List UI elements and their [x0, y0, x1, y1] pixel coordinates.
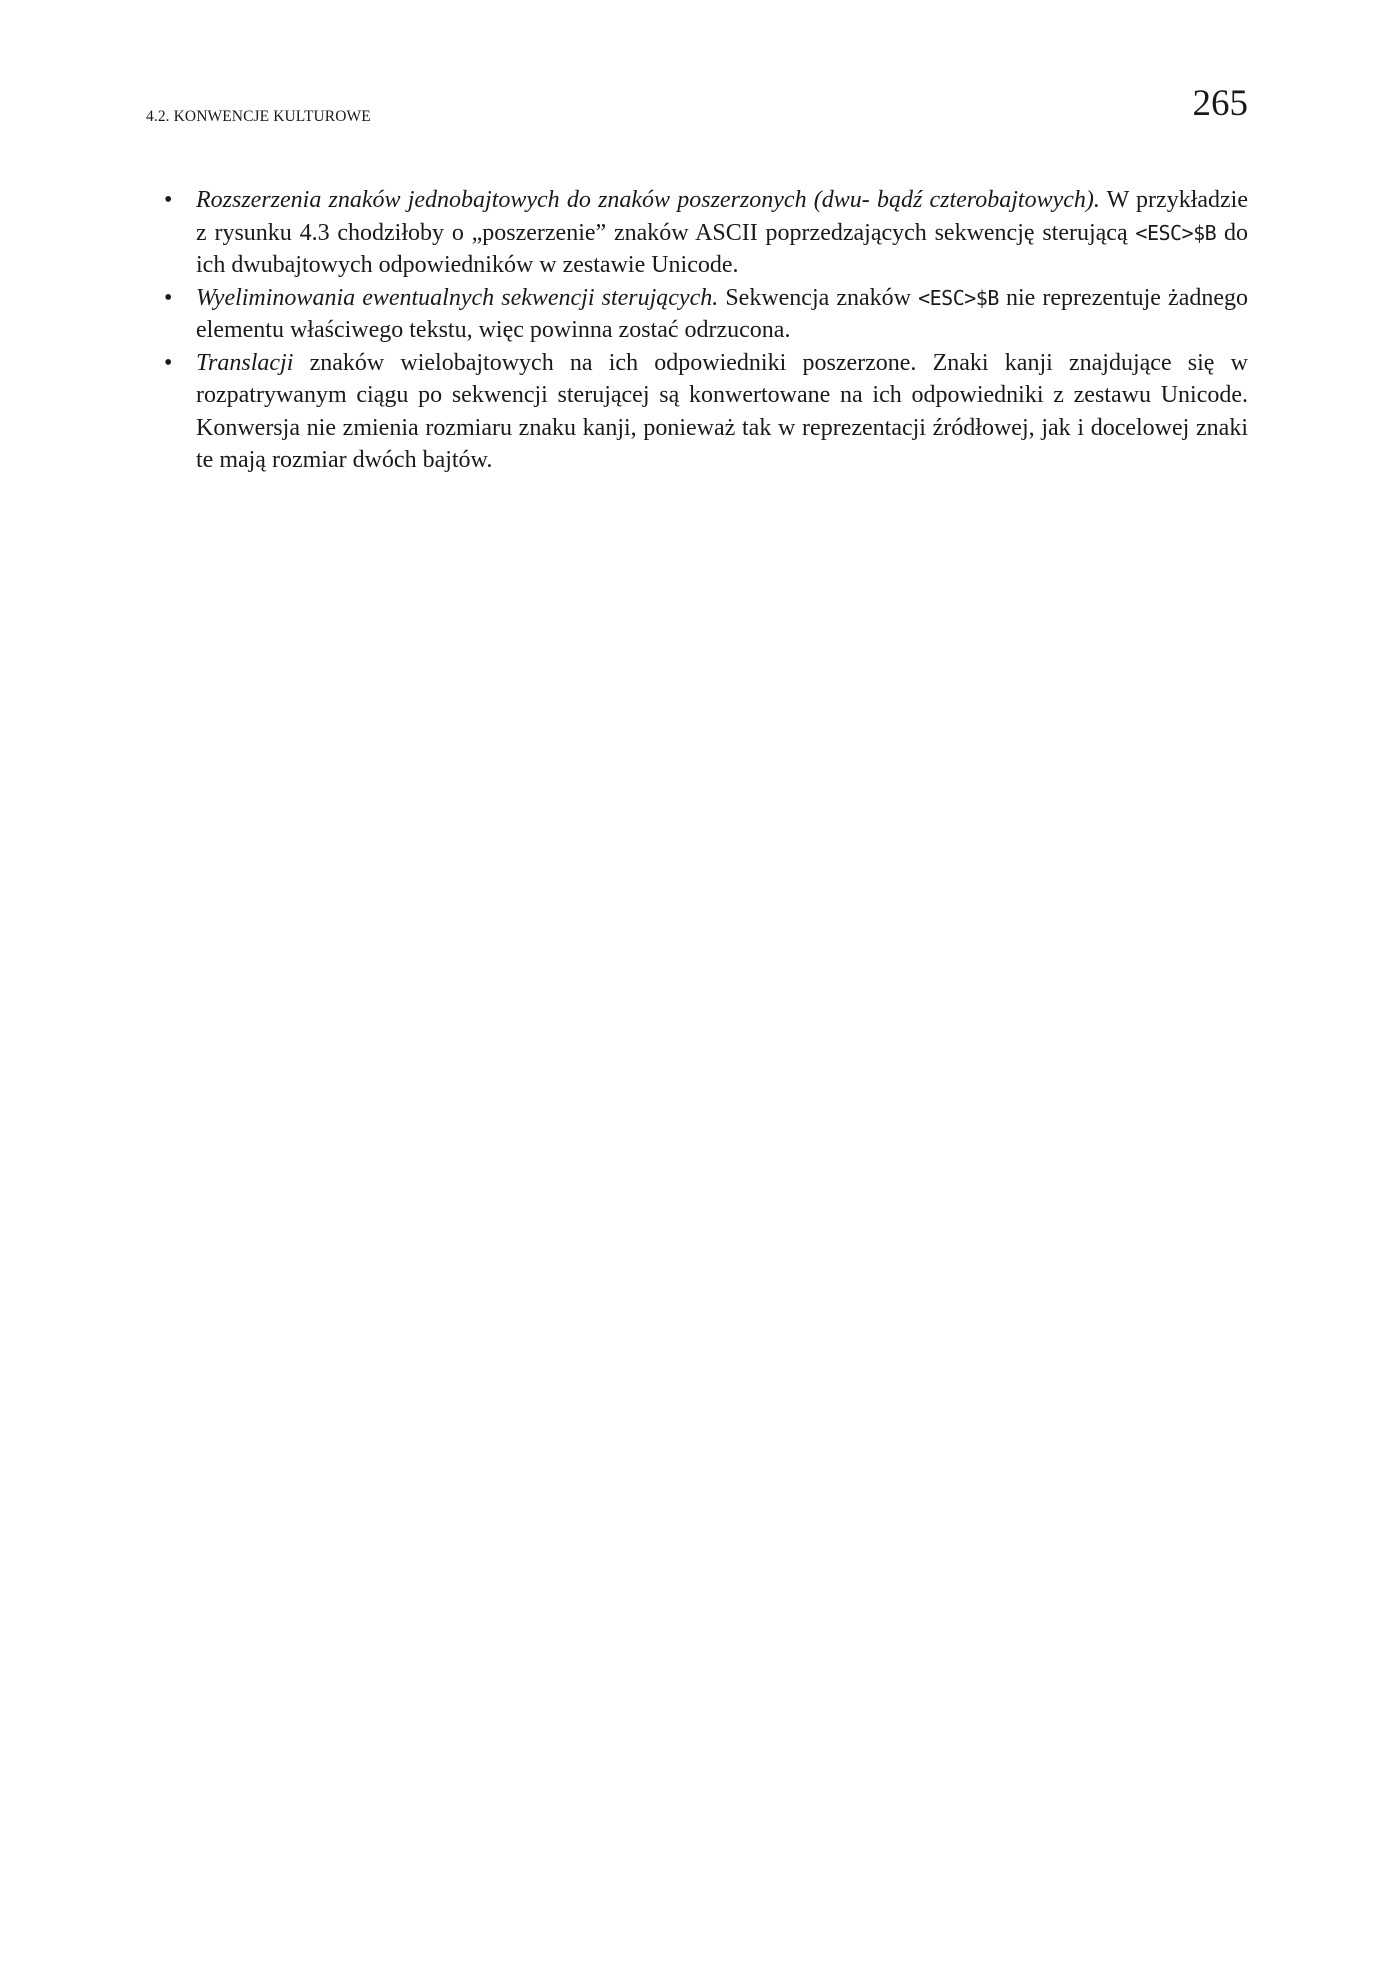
bullet-list [158, 184, 1248, 477]
italic-lead: Rozszerzenia znaków jednobajtowych do znaków poszerzonych (dwu- bądź czterobajtowych). [196, 187, 1100, 213]
body-text: Sekwencja znaków [718, 284, 919, 311]
list-item [158, 282, 1248, 347]
body-text: znaków wielobajtowych na ich odpowiedniki poszerzone. Znaki kanji znajdujące się w rozpatrywanym ciągu po sekwencji sterującej są konwertowane na ich odpowiedniki z zestawu Unicode. Konwersja nie zmienia rozmiaru znaku kanji, ponieważ tak w reprezentacji źródłowej, jak i docelowej znaki te mają rozmiar dwóch bajtów. [196, 349, 1248, 473]
code-sequence: <ESC>$B [918, 285, 999, 310]
list-item [158, 347, 1248, 477]
body-text: nie reprezentuje żadnego elementu właściwego tekstu, więc powinna zostać odrzucona. [196, 284, 1249, 343]
list-item [158, 184, 1248, 282]
bullet-marker: • [164, 187, 173, 213]
body-text: do ich dwubajtowych odpowiedników w zestawie Unicode. [196, 219, 1248, 278]
italic-lead: Wyeliminowania ewentualnych sekwencji sterujących. [196, 284, 719, 311]
bullet-marker: • [164, 284, 173, 311]
running-head: 4.2. KONWENCJE KULTUROWE [146, 108, 371, 125]
bullet-marker: • [164, 349, 173, 376]
body-text: W przykładzie z rysunku 4.3 chodziłoby o „poszerzenie” znaków ASCII poprzedzających sekwencję sterującą [196, 187, 1248, 246]
page-number: 265 [1192, 83, 1248, 124]
code-sequence: <ESC>$B [1135, 220, 1217, 245]
italic-lead: Translacji [196, 349, 294, 376]
